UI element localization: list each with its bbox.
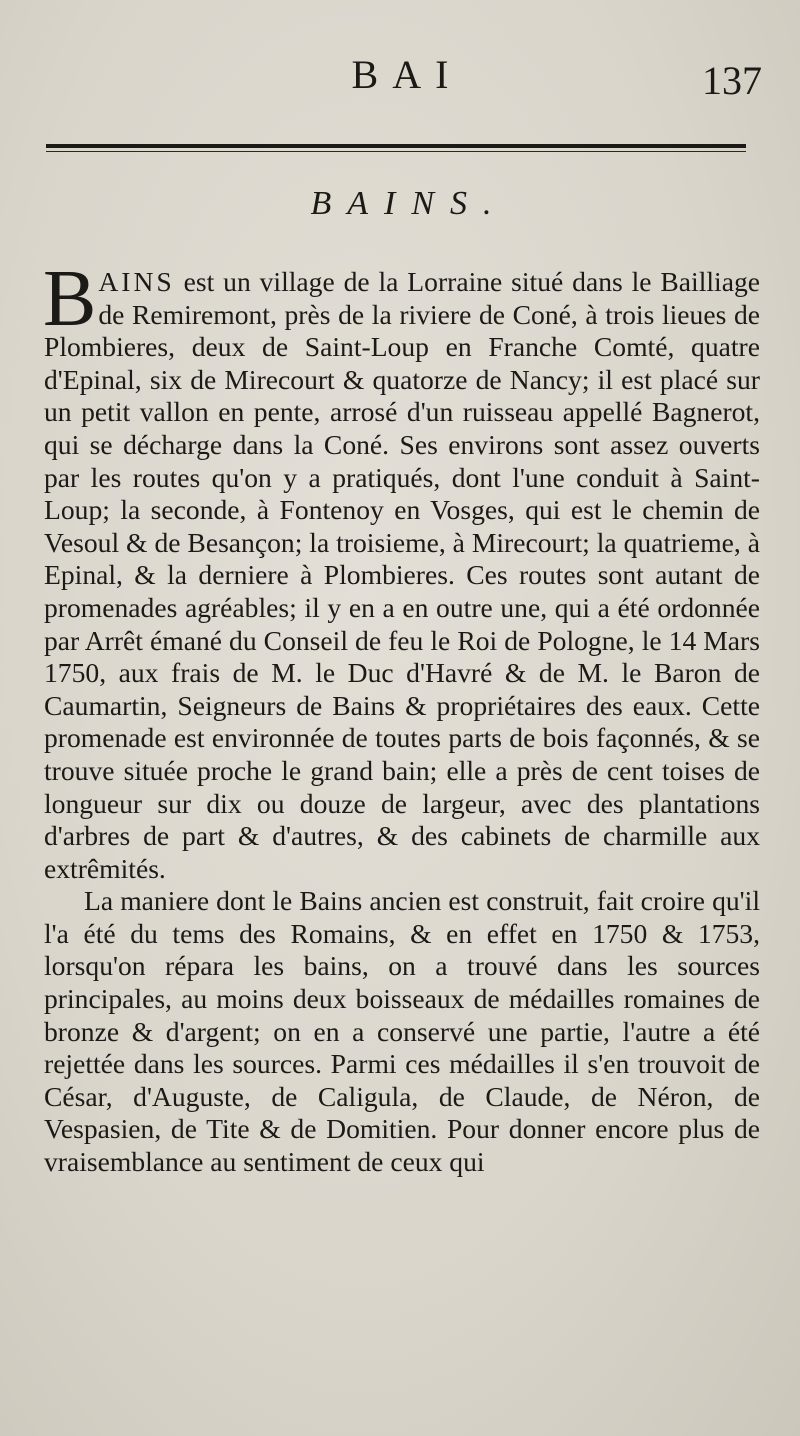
running-head [0,52,800,102]
paragraph-2: La maniere dont le Bains ancien est construit, fait croire qu'il l'a été du tems des Romains, & en effet en 1750 & 1753, lorsqu'on répara les bains, on a trouvé dans les sources principales, au moins deux boisseaux de médailles romaines de bronze & d'argent; on en a conservé une partie, l'autre a été rejettée dans les sources. Parmi ces médailles il s'en trouvoit de César, d'Auguste, de Caligula, de Claude, de Néron, de Vespasien, de Tite & de Domitien. Pour donner encore plus de vraisemblance au sentiment de ceux qui [44,885,760,1178]
running-head-word: BAI [351,52,463,97]
header-rule-thin [46,151,746,152]
drop-cap: B [43,255,97,343]
paragraph-1-text: est un village de la Lorraine situé dans le Bailliage de Remiremont, près de la riviere de Coné, à trois lieues de Plombieres, deux de Saint-Loup en Franche Comté, quatre d'Epinal, six de Mirecourt & quatorze de Nancy; il est placé sur un petit vallon en pente, arrosé d'un ruisseau appellé Bagnerot, qui se décharge dans la Coné. Ses environs sont assez ouverts par les routes qu'on y a pratiqués, dont l'une conduit à Saint-Loup; la seconde, à Fontenoy en Vosges, qui est le chemin de Vesoul & de Besançon; la troisieme, à Mirecourt; la quatrieme, à Epinal, & la derniere à Plombieres. Ces routes sont autant de promenades agréables; il y en a en outre une, qui a été ordonnée par Arrêt émané du Conseil de feu le Roi de Pologne, le 14 Mars 1750, aux frais de M. le Duc d'Havré & de M. le Baron de Caumartin, Seigneurs de Bains & propriétaires des eaux. Cette promenade est environnée de toutes parts de bois façonnés, & se trouve située proche le grand bain; elle a près de cent toises de longueur sur dix ou douze de largeur, avec des plantations d'arbres de part & d'autres, & des cabinets de charmille aux extrêmités. [44,266,760,884]
lead-caps: AINS [98,266,175,297]
article-title: BAINS. [310,185,508,222]
header-rule [46,144,746,148]
paragraph-1 [43,255,760,885]
page-number: 137 [702,58,762,103]
article-body [44,240,760,1179]
